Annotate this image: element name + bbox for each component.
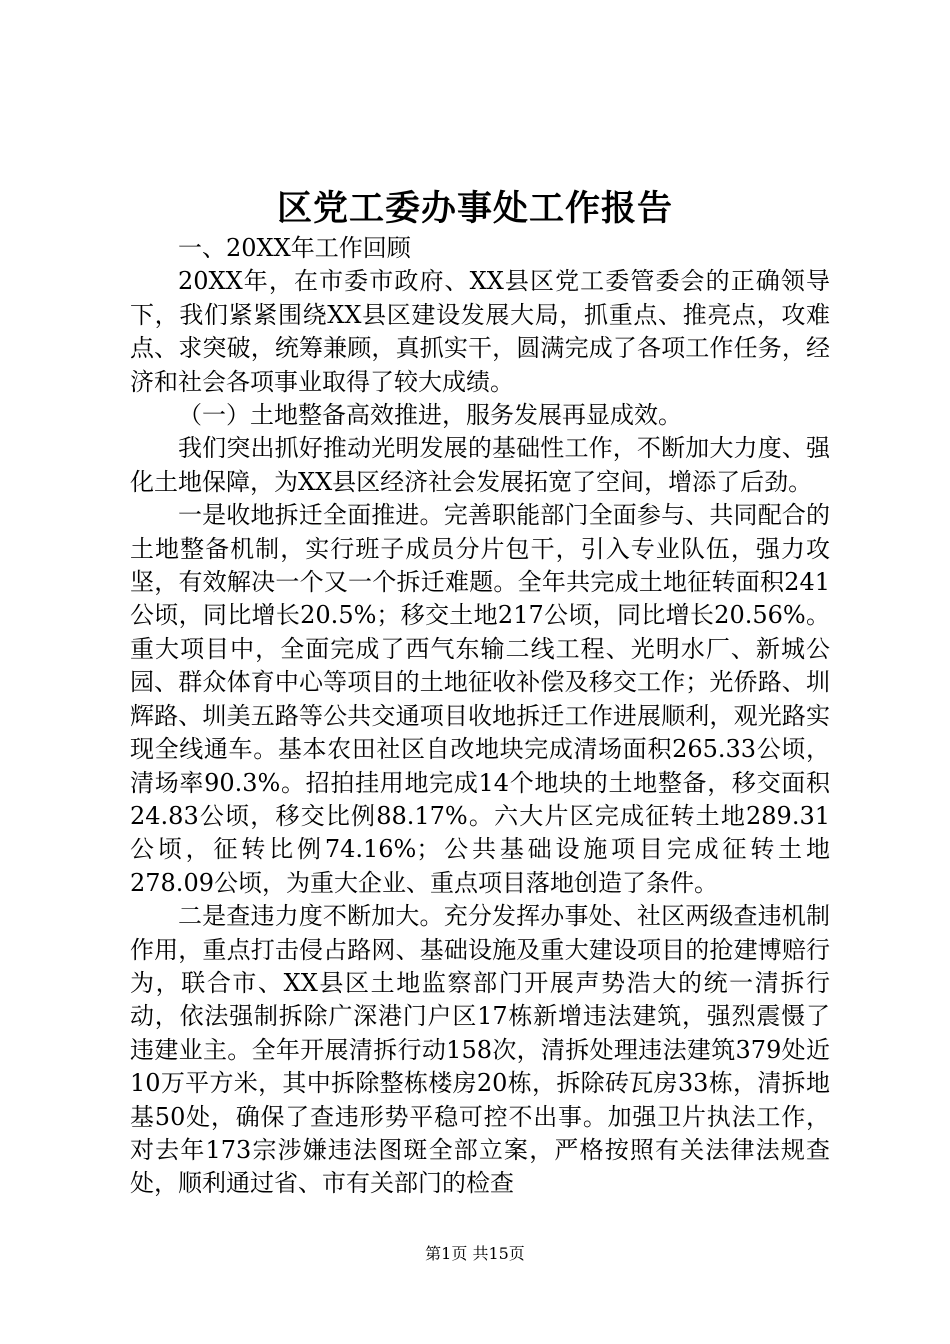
subsection-heading: （一）土地整备高效推进，服务发展再显成效。 [178,401,682,430]
page-number-footer: 第1页 共15页 [425,1244,525,1263]
document-title: 区党工委办事处工作报告 [276,188,673,229]
body-paragraph: 一是收地拆迁全面推进。完善职能部门全面参与、共同配合的土地整备机制，实行班子成员分片包干，引入专业队伍，强力攻坚，有效解决一个又一个拆迁难题。全年共完成土地征转面积241公顷，同比增长20.5%；移交土地217公顷，同比增长20.56%。重大项目中，全面完成了西气东输二线工程、光明水厂、新城公园、群众体育中心等项目的土地征收补偿及移交工作；光侨路、圳辉路、圳美五路等公共交通项目收地拆迁工作进展顺利，观光路实现全线通车。基本农田社区自改地块完成清场面积265.33公顷，清场率90.3%。招拍挂用地完成14个地块的土地整备，移交面积24.83公顷，移交比例88.17%。六大片区完成征转土地289.31公顷，征转比例74.16%；公共基础设施项目完成征转土地278.09公顷，为重大企业、重点项目落地创造了条件。 [130,501,830,897]
body-paragraph: 二是查违力度不断加大。充分发挥办事处、社区两级查违机制作用，重点打击侵占路网、基础设施及重大建设项目的抢建博赔行为，联合市、XX县区土地监察部门开展声势浩大的统一清拆行动，依法强制拆除广深港门户区17栋新增违法建筑，强烈震慑了违建业主。全年开展清拆行动158次，清拆处理违法建筑379处近10万平方米，其中拆除整栋楼房20栋，拆除砖瓦房33栋，清拆地基50处，确保了查违形势平稳可控不出事。加强卫片执法工作，对去年173宗涉嫌违法图斑全部立案，严格按照有关法律法规查处，顺利通过省、市有关部门的检查 [130,902,830,1198]
body-paragraph: 20XX年，在市委市政府、XX县区党工委管委会的正确领导下，我们紧紧围绕XX县区建设发展大局，抓重点、推亮点，攻难点、求突破，统筹兼顾，真抓实干，圆满完成了各项工作任务，经济和社会各项事业取得了较大成绩。 [130,267,830,396]
document-body [130,232,830,1201]
section-heading: 一、20XX年工作回顾 [178,234,411,262]
body-paragraph: 我们突出抓好推动光明发展的基础性工作，不断加大力度、强化土地保障，为XX县区经济社会发展拓宽了空间，增添了后劲。 [130,434,830,496]
